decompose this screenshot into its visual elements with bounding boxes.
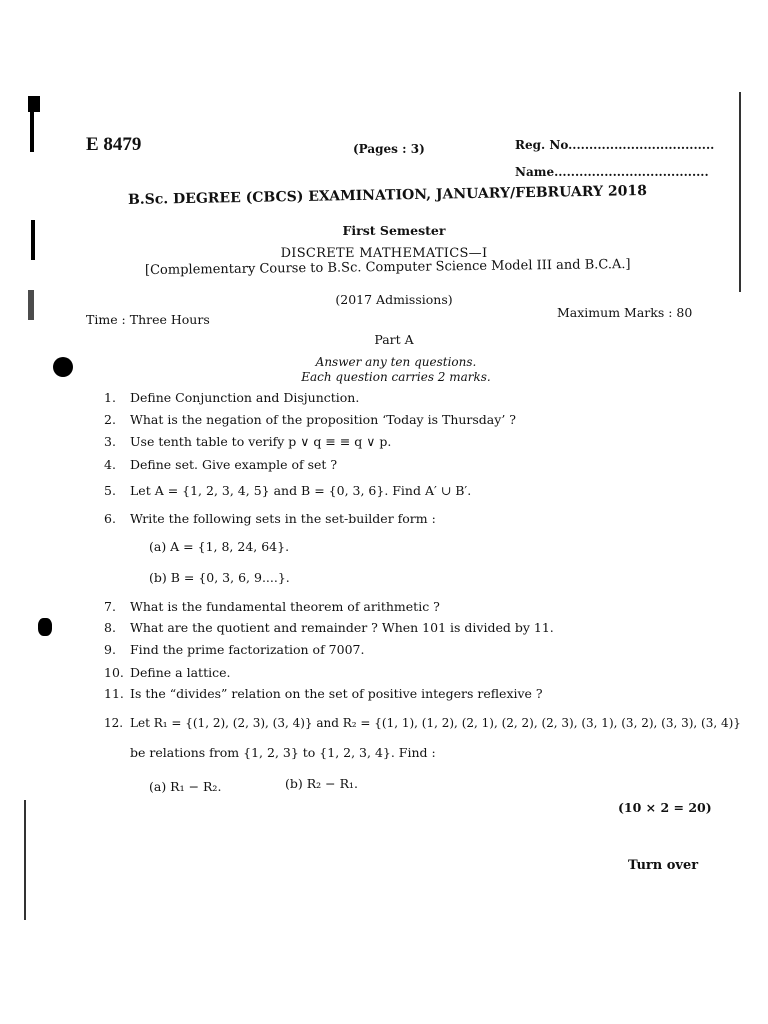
scan-margin-mark	[24, 800, 26, 920]
scan-margin-mark	[28, 96, 40, 112]
turn-over: Turn over	[628, 858, 699, 873]
instruction-line: Answer any ten questions.	[315, 355, 477, 369]
question-item: 2. What is the negation of the proposition ‘Today is Thursday’ ?	[104, 412, 516, 427]
question-paper-code: E 8479	[86, 134, 142, 155]
part-a-heading: Part A	[374, 332, 414, 347]
marks-tally: (10 × 2 = 20)	[618, 800, 712, 815]
question-item: 4. Define set. Give example of set ?	[104, 457, 338, 472]
page-count: (Pages : 3)	[353, 142, 425, 156]
instruction-line: Each question carries 2 marks.	[301, 370, 491, 384]
question-subpart: (a) R₁ − R₂.	[149, 779, 222, 794]
question-item: 5. Let A = {1, 2, 3, 4, 5} and B = {0, 3, 6}. Find A′ ∪ B′.	[104, 483, 472, 498]
name-field: Name.....................................	[515, 165, 709, 179]
question-item: 11. Is the “divides” relation on the set of positive integers reflexive ?	[104, 686, 543, 701]
admissions: (2017 Admissions)	[335, 292, 453, 307]
reg-no-field: Reg. No...................................	[515, 138, 715, 152]
exam-title: B.Sc. DEGREE (CBCS) EXAMINATION, JANUARY/FEBRUARY 2018	[127, 182, 648, 208]
course-description: [Complementary Course to B.Sc. Computer Science Model III and B.C.A.]	[144, 257, 631, 278]
question-item: 3. Use tenth table to verify p ∨ q ≡ ≡ q ∨ p.	[104, 434, 392, 449]
question-item: 8. What are the quotient and remainder ? When 101 is divided by 11.	[104, 620, 554, 635]
scan-margin-mark	[30, 112, 34, 152]
question-subpart: (b) B = {0, 3, 6, 9....}.	[149, 570, 290, 585]
subject: DISCRETE MATHEMATICS—I	[280, 246, 488, 261]
question-subpart: (a) A = {1, 8, 24, 64}.	[149, 539, 290, 554]
question-item: 6. Write the following sets in the set-builder form :	[104, 511, 436, 526]
semester: First Semester	[342, 223, 446, 238]
time-allowed: Time : Three Hours	[86, 312, 210, 327]
scan-edge-line	[739, 92, 741, 292]
part-a-instructions	[0, 355, 768, 385]
maximum-marks: Maximum Marks : 80	[557, 305, 693, 320]
question-item: 12. Let R₁ = {(1, 2), (2, 3), (3, 4)} and R₂ = {(1, 1), (1, 2), (2, 1), (2, 2), (2, 3), (3, 1), (3, 2), (3, 3), (3, 4)}	[104, 716, 741, 730]
question-item: 9. Find the prime factorization of 7007.	[104, 642, 365, 657]
question-item: 10. Define a lattice.	[104, 665, 231, 680]
scan-margin-mark	[38, 618, 52, 636]
question-subpart: (b) R₂ − R₁.	[285, 776, 358, 791]
question-item: 1. Define Conjunction and Disjunction.	[104, 390, 360, 405]
question-continuation: be relations from {1, 2, 3} to {1, 2, 3, 4}. Find :	[130, 745, 436, 760]
question-item: 7. What is the fundamental theorem of arithmetic ?	[104, 599, 440, 614]
